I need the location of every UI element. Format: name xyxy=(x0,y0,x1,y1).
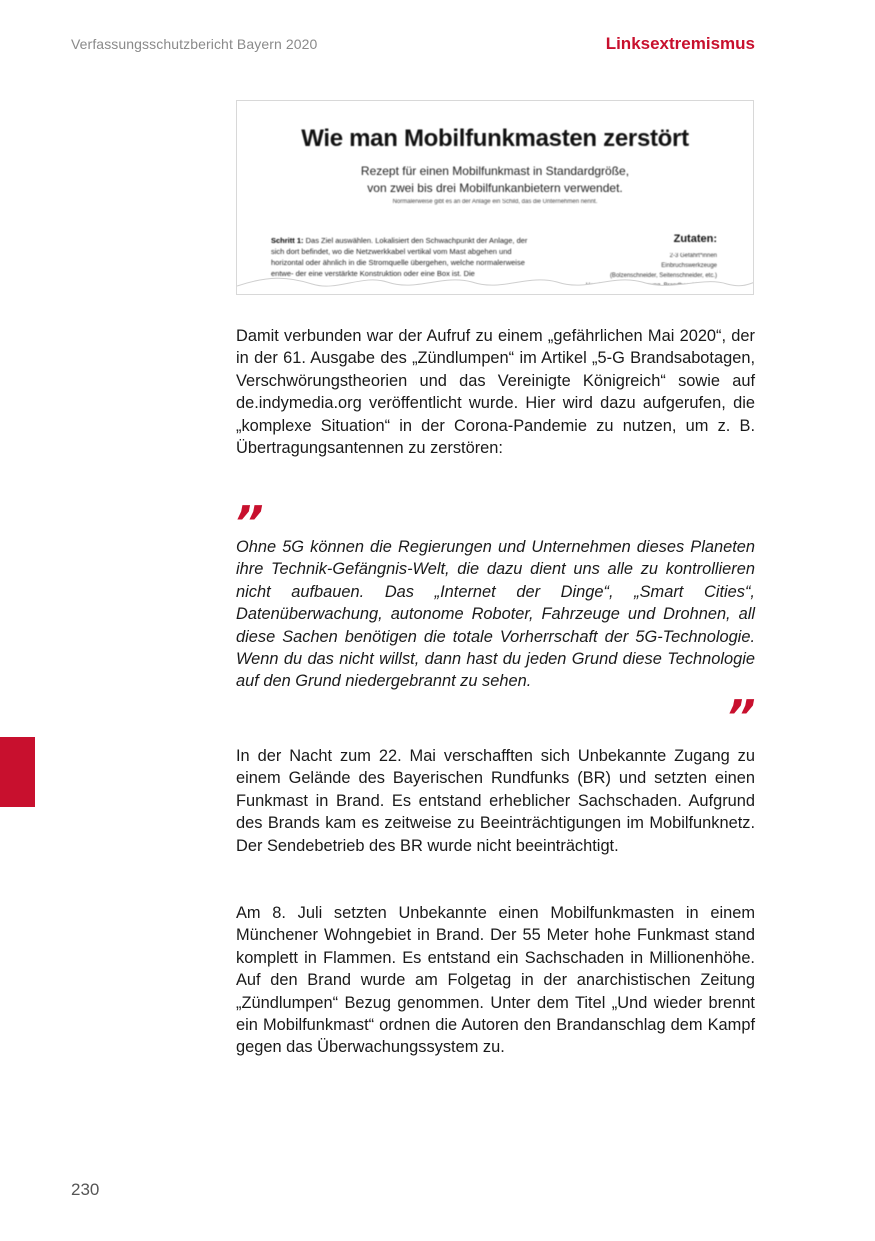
flyer-ingredient: 2-3 Gefährt*innen xyxy=(669,253,717,259)
flyer-ingredient: Einbruchswerkzeuge xyxy=(661,263,717,269)
running-header-publication: Verfassungsschutzbericht Bayern 2020 xyxy=(71,36,318,52)
paragraph-intro: Damit verbunden war der Aufruf zu einem „gefährlichen Mai 2020“, der in der 61. Ausgabe des „Zündlumpen“ im Artikel „5-G Brandsabotagen, Verschwörungstheorien und das Vereinigte Königreich“ sowie auf de.indymedia.org veröffentlicht wurde. Hier wird dazu aufgerufen, die „komplexe Situation“ in der Corona-Pandemie zu nutzen, um z. B. Übertragungsantennen zu zerstören: xyxy=(236,327,755,458)
flyer-ingredient: (Bolzenschneider, Seitenschneider, etc.) xyxy=(609,273,717,279)
flyer-subtitle xyxy=(237,163,753,197)
running-header-chapter: Linksextremismus xyxy=(605,34,755,53)
paragraph-br-fire: In der Nacht zum 22. Mai verschafften sich Unbekannte Zugang zu einem Gelände des Bayerischen Rundfunks (BR) und setzten einen Funkmast in Brand. Es entstand erheblicher Sachschaden. Aufgrund des Brands kam es zeitweise zu Beeinträchtigungen im Mobilfunknetz. Der Sendebetrieb des BR wurde nicht beeinträchtigt. xyxy=(236,747,755,855)
chapter-thumb-tab xyxy=(0,737,35,807)
flyer-step-text: Das Ziel auswählen. Lokalisiert den Schwachpunkt der Anlage, der sich dort befindet, wo die Netzwerkkabel vertikal vom Mast abgehen und horizontal oder ähnlich in die Stromquelle übergehen, welche normalerweise entwe- der eine verstärkte Konstruktion oder eine Box ist. Die xyxy=(271,236,528,278)
torn-edge-wave xyxy=(237,272,754,294)
flyer-subtitle-line: von zwei bis drei Mobilfunkanbietern verwendet. xyxy=(367,181,623,195)
flyer-step-label: Schritt 1: xyxy=(271,236,304,245)
quote-close-mark: ” xyxy=(726,690,756,744)
flyer-subtitle-line: Rezept für einen Mobilfunkmast in Standardgröße, xyxy=(360,164,630,178)
flyer-ingredients-title: Zutaten: xyxy=(673,233,717,245)
paragraph-munich-fire: Am 8. Juli setzten Unbekannte einen Mobilfunkmasten in einem Münchener Wohngebiet in Brand. Der 55 Meter hohe Funkmast stand komplett in Flammen. Es entstand ein Sachschaden in Millionenhöhe. Auf den Brand wurde am Folgetag in der anarchistischen Zeitung „Zündlumpen“ Bezug genommen. Unter dem Titel „Und wieder brennt ein Mobilfunkmast“ ordnen die Autoren den Brandanschlag dem Kampf gegen das Überwachungssystem zu. xyxy=(236,904,755,1057)
flyer-image xyxy=(236,100,754,295)
flyer-title: Wie man Mobilfunkmasten zerstört xyxy=(301,125,689,152)
flyer-note: Normalerweise gibt es an der Anlage ein Schild, das die Unternehmen nennt. xyxy=(392,199,598,205)
quote-open-mark: ” xyxy=(234,496,264,550)
block-quote: Ohne 5G können die Regierungen und Unternehmen dieses Planeten ihre Technik-Gefängnis-Welt, die dazu dient uns alle zu kontrollieren nicht aufbauen. Das „Internet der Dinge“, „Smart Cities“, Datenüberwachung, autonome Roboter, Fahrzeuge und Drohnen, all diese Sachen benötigen die totale Vorherrschaft der 5G-Technologie. Wenn du das nicht willst, dann hast du jeden Grund diese Technologie auf den Grund niedergebrannt zu sehen. xyxy=(236,538,755,691)
page-number: 230 xyxy=(71,1180,100,1199)
